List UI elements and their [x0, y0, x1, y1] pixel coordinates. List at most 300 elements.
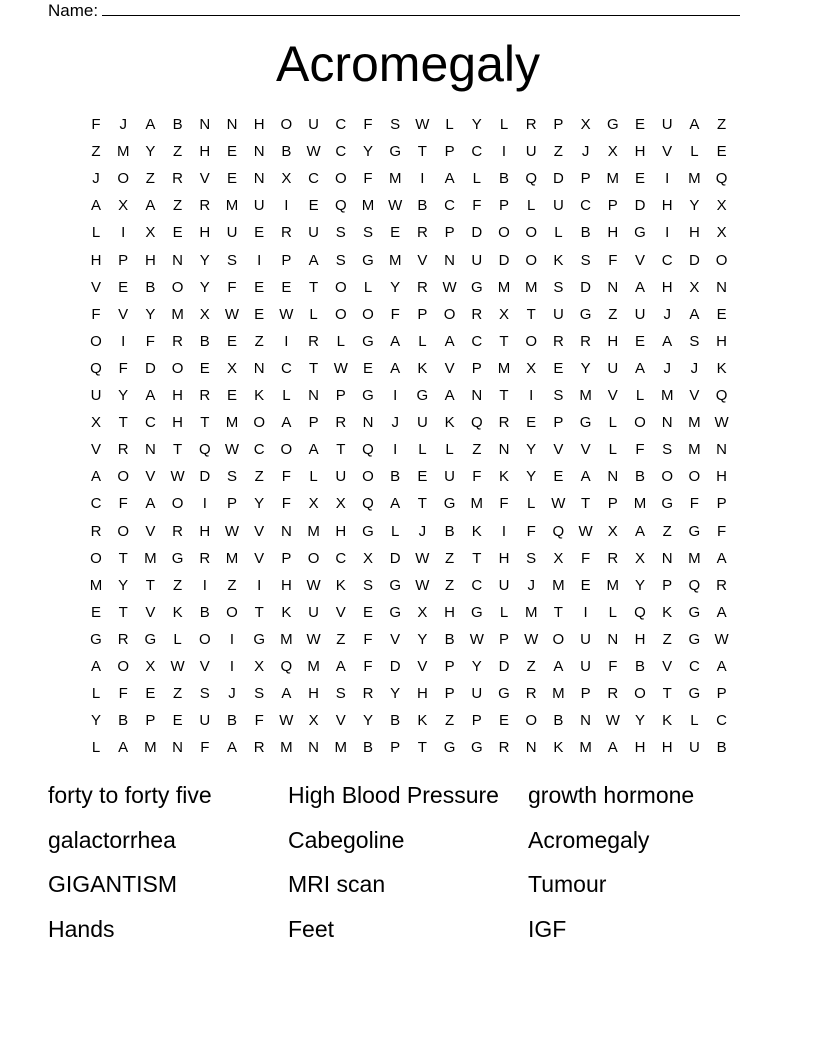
grid-letter: W — [469, 630, 484, 648]
grid-letter: R — [117, 441, 129, 459]
word-bank-item: Acromegaly — [528, 827, 650, 853]
grid-letter: K — [662, 712, 673, 730]
grid-letter: X — [607, 522, 618, 540]
grid-letter: M — [144, 739, 157, 757]
grid-letter: T — [662, 685, 672, 703]
grid-letter: S — [553, 278, 564, 296]
grid-letter: L — [608, 414, 617, 432]
grid-letter: F — [363, 116, 373, 133]
grid-letter: H — [199, 143, 211, 161]
grid-letter: O — [117, 522, 130, 540]
grid-letter: N — [199, 116, 211, 133]
grid-letter: Q — [470, 414, 483, 432]
grid-letter: X — [281, 170, 292, 188]
grid-letter: W — [306, 576, 321, 594]
grid-letter: H — [308, 685, 320, 703]
grid-letter: P — [390, 739, 401, 757]
grid-letter: W — [415, 549, 430, 567]
grid-letter: G — [443, 495, 456, 513]
grid-letter: M — [334, 739, 348, 757]
grid-letter: Q — [715, 170, 728, 188]
grid-letter: E — [226, 143, 237, 161]
grid-letter: K — [716, 359, 727, 377]
grid-letter: A — [716, 549, 727, 567]
grid-letter: X — [716, 224, 727, 242]
grid-letter: R — [362, 685, 374, 703]
grid-letter: A — [281, 685, 292, 703]
grid-letter: E — [118, 278, 129, 296]
grid-letter: P — [607, 495, 618, 513]
grid-letter: S — [335, 224, 346, 242]
grid-letter: E — [362, 359, 373, 377]
grid-letter: N — [253, 143, 265, 161]
grid-letter: F — [91, 305, 101, 323]
grid-letter: S — [362, 576, 373, 594]
grid-letter: Z — [145, 170, 155, 188]
grid-letter: R — [498, 414, 510, 432]
grid-letter: N — [661, 414, 673, 432]
grid-letter: W — [306, 143, 321, 161]
grid-letter: H — [416, 685, 428, 703]
grid-letter: N — [172, 251, 184, 269]
grid-letter: T — [336, 441, 346, 459]
grid-letter: Y — [199, 251, 210, 269]
grid-letter: E — [90, 603, 101, 621]
grid-letter: T — [118, 603, 128, 621]
grid-letter: A — [90, 197, 101, 215]
grid-letter: E — [634, 170, 645, 188]
grid-letter: O — [443, 305, 456, 323]
grid-letter: T — [499, 332, 509, 350]
grid-letter: E — [254, 305, 265, 323]
grid-letter: G — [688, 603, 701, 621]
grid-letter: Y — [145, 143, 156, 161]
grid-letter: U — [308, 224, 320, 242]
grid-letter: Z — [662, 522, 672, 540]
grid-letter: G — [470, 603, 483, 621]
grid-letter: L — [608, 603, 617, 621]
grid-letter: A — [335, 658, 346, 675]
grid-letter: P — [444, 658, 455, 675]
grid-letter: Q — [90, 359, 102, 377]
grid-letter: H — [634, 630, 646, 648]
grid-letter: R — [607, 685, 619, 703]
grid-letter: I — [501, 522, 507, 540]
grid-letter: O — [198, 630, 211, 648]
grid-letter: R — [172, 332, 184, 350]
grid-letter: L — [472, 170, 481, 188]
grid-letter: Y — [90, 712, 101, 730]
grid-letter: I — [229, 630, 235, 648]
grid-letter: T — [118, 414, 128, 432]
grid-letter: T — [145, 576, 155, 594]
grid-letter: I — [121, 224, 126, 242]
grid-letter: H — [444, 603, 456, 621]
grid-letter: O — [634, 414, 646, 432]
grid-letter: J — [690, 359, 699, 377]
grid-letter: Z — [445, 712, 455, 730]
grid-letter: F — [363, 630, 373, 648]
grid-letter: F — [608, 251, 618, 269]
grid-letter: R — [552, 332, 564, 350]
grid-letter: E — [417, 468, 428, 486]
grid-letter: U — [552, 197, 564, 215]
grid-letter: S — [335, 685, 346, 703]
grid-letter: R — [416, 224, 428, 242]
grid-letter: D — [389, 549, 401, 567]
grid-letter: E — [308, 197, 319, 215]
grid-letter: L — [499, 603, 509, 621]
grid-letter: C — [444, 197, 456, 215]
grid-letter: R — [416, 278, 428, 296]
grid-letter: Y — [199, 278, 210, 296]
grid-letter: U — [471, 685, 483, 703]
grid-letter: G — [579, 414, 592, 432]
grid-letter: F — [118, 359, 128, 377]
grid-letter: J — [663, 359, 671, 377]
grid-letter: W — [714, 630, 729, 648]
grid-letter: M — [280, 630, 293, 648]
grid-letter: G — [688, 630, 701, 648]
grid-letter: L — [554, 224, 563, 242]
grid-letter: T — [472, 549, 482, 567]
grid-letter: H — [498, 549, 510, 567]
grid-letter: A — [226, 739, 237, 757]
grid-letter: M — [225, 197, 239, 215]
grid-letter: H — [661, 278, 673, 296]
grid-letter: P — [308, 414, 319, 432]
grid-letter: D — [498, 658, 510, 675]
grid-letter: F — [717, 522, 727, 540]
grid-letter: P — [145, 712, 156, 730]
grid-letter: B — [118, 712, 129, 730]
grid-letter: J — [663, 305, 671, 323]
grid-letter: F — [499, 495, 509, 513]
grid-letter: J — [581, 143, 590, 161]
grid-letter: E — [281, 278, 292, 296]
grid-letter: Y — [118, 576, 129, 594]
grid-letter: M — [579, 739, 592, 757]
grid-letter: W — [524, 630, 539, 648]
grid-letter: C — [144, 414, 156, 432]
grid-letter: V — [199, 658, 210, 675]
grid-letter: X — [90, 414, 101, 432]
grid-letter: R — [335, 414, 347, 432]
grid-letter: H — [716, 468, 728, 486]
grid-letter: F — [254, 712, 264, 730]
grid-letter: F — [200, 739, 210, 757]
grid-letter: F — [363, 170, 373, 188]
grid-letter: S — [689, 332, 700, 350]
grid-letter: H — [335, 522, 347, 540]
grid-letter: H — [716, 332, 728, 350]
grid-letter: R — [308, 332, 320, 350]
grid-letter: U — [552, 305, 564, 323]
grid-letter: O — [362, 305, 374, 323]
grid-letter: B — [172, 116, 183, 133]
grid-letter: P — [580, 685, 591, 703]
grid-letter: G — [606, 116, 619, 133]
grid-letter: G — [362, 522, 374, 540]
grid-letter: W — [415, 576, 430, 594]
grid-letter: V — [254, 549, 265, 567]
grid-letter: I — [529, 387, 534, 404]
grid-letter: B — [634, 658, 645, 675]
grid-letter: R — [607, 549, 619, 567]
grid-letter: M — [225, 414, 239, 432]
grid-letter: B — [553, 712, 564, 730]
grid-letter: N — [308, 739, 320, 757]
grid-letter: U — [308, 603, 320, 621]
grid-letter: O — [226, 603, 238, 621]
grid-letter: I — [501, 143, 507, 161]
grid-letter: M — [688, 441, 701, 459]
grid-letter: V — [689, 387, 700, 404]
grid-letter: A — [444, 332, 455, 350]
grid-letter: X — [335, 495, 346, 513]
grid-letter: W — [551, 495, 566, 513]
grid-letter: X — [417, 603, 428, 621]
grid-letter: T — [417, 495, 427, 513]
grid-letter: V — [145, 468, 156, 486]
grid-letter: R — [172, 522, 184, 540]
grid-letter: R — [90, 522, 102, 540]
grid-letter: U — [253, 197, 265, 215]
grid-letter: E — [226, 387, 237, 404]
grid-letter: O — [171, 278, 184, 296]
grid-letter: G — [362, 251, 374, 269]
grid-letter: L — [173, 630, 182, 648]
grid-letter: G — [389, 603, 402, 621]
grid-letter: U — [226, 224, 238, 242]
grid-letter: Y — [390, 685, 401, 703]
word-bank-item: Tumour — [528, 871, 607, 897]
grid-letter: I — [202, 576, 207, 594]
grid-letter: V — [254, 522, 265, 540]
grid-letter: I — [665, 224, 670, 242]
grid-letter: I — [583, 603, 588, 621]
word-bank-item: Feet — [288, 916, 335, 942]
grid-letter: R — [716, 576, 728, 594]
grid-letter: M — [579, 387, 592, 404]
grid-letter: C — [308, 170, 320, 188]
grid-letter: Z — [445, 549, 455, 567]
grid-letter: W — [279, 712, 294, 730]
word-bank-item: Hands — [48, 916, 115, 942]
grid-letter: F — [608, 658, 618, 675]
grid-letter: Z — [227, 576, 237, 594]
grid-letter: B — [444, 522, 455, 540]
grid-letter: P — [471, 359, 482, 377]
grid-letter: G — [389, 576, 402, 594]
grid-letter: A — [553, 658, 564, 675]
grid-letter: X — [308, 712, 319, 730]
grid-letter: Z — [173, 197, 183, 215]
grid-letter: V — [335, 712, 346, 730]
grid-letter: S — [362, 224, 373, 242]
grid-letter: D — [498, 251, 510, 269]
word-bank-item: MRI scan — [288, 871, 386, 897]
grid-letter: G — [688, 685, 701, 703]
grid-letter: H — [688, 224, 700, 242]
grid-letter: A — [390, 359, 401, 377]
name-label: Name: — [48, 1, 99, 20]
grid-letter: Z — [173, 576, 183, 594]
grid-letter: C — [688, 658, 700, 675]
grid-letter: K — [498, 468, 509, 486]
grid-letter: U — [416, 414, 428, 432]
grid-letter: U — [199, 712, 211, 730]
grid-letter: N — [471, 387, 483, 404]
grid-letter: A — [118, 739, 129, 757]
grid-letter: W — [442, 278, 457, 296]
grid-letter: U — [444, 468, 456, 486]
grid-letter: E — [199, 359, 210, 377]
grid-letter: W — [415, 116, 430, 133]
grid-letter: P — [281, 251, 292, 269]
grid-letter: N — [280, 522, 292, 540]
grid-letter: K — [417, 359, 428, 377]
grid-letter: V — [580, 441, 591, 459]
grid-letter: M — [225, 549, 239, 567]
grid-letter: H — [607, 224, 619, 242]
grid-letter: X — [689, 278, 700, 296]
grid-letter: J — [391, 414, 399, 432]
grid-letter: V — [662, 658, 673, 675]
grid-letter: M — [497, 359, 511, 377]
grid-letter: N — [253, 359, 265, 377]
grid-letter: B — [390, 468, 401, 486]
grid-letter: R — [199, 549, 211, 567]
grid-letter: B — [362, 739, 373, 757]
grid-letter: P — [444, 224, 455, 242]
grid-letter: M — [144, 549, 157, 567]
grid-letter: I — [393, 387, 398, 404]
grid-letter: F — [363, 658, 373, 675]
grid-letter: F — [526, 522, 536, 540]
grid-letter: N — [607, 468, 619, 486]
grid-letter: L — [635, 387, 645, 404]
word-bank-item: forty to forty five — [48, 782, 212, 808]
grid-letter: Z — [254, 332, 264, 350]
grid-letter: K — [417, 712, 428, 730]
grid-letter: A — [689, 305, 700, 323]
grid-letter: F — [281, 495, 291, 513]
grid-letter: G — [688, 522, 701, 540]
grid-letter: F — [118, 685, 128, 703]
grid-letter: N — [607, 630, 619, 648]
grid-letter: B — [390, 712, 401, 730]
grid-letter: M — [524, 603, 538, 621]
grid-letter: P — [580, 170, 591, 188]
grid-letter: E — [172, 224, 183, 242]
grid-letter: W — [224, 522, 240, 540]
grid-letter: H — [634, 143, 646, 161]
grid-letter: B — [199, 603, 210, 621]
grid-letter: X — [254, 658, 265, 675]
grid-letter: O — [253, 414, 266, 432]
grid-letter: F — [227, 278, 237, 296]
word-bank-item: Cabegoline — [288, 827, 405, 853]
grid-letter: B — [226, 712, 237, 730]
grid-letter: T — [581, 495, 591, 513]
grid-letter: L — [445, 116, 454, 133]
grid-letter: A — [390, 332, 401, 350]
grid-letter: C — [580, 197, 592, 215]
grid-letter: C — [335, 143, 347, 161]
page-title: Acromegaly — [276, 36, 540, 92]
grid-letter: W — [224, 305, 240, 323]
grid-letter: O — [362, 468, 374, 486]
grid-letter: E — [226, 170, 237, 188]
grid-letter: Q — [552, 522, 565, 540]
grid-letter: W — [578, 522, 593, 540]
grid-letter: Z — [608, 305, 618, 323]
grid-letter: X — [607, 143, 618, 161]
grid-letter: M — [361, 197, 375, 215]
grid-letter: B — [498, 170, 509, 188]
grid-letter: N — [226, 116, 238, 133]
grid-letter: D — [688, 251, 700, 269]
grid-letter: Y — [526, 468, 537, 486]
word-bank-item: galactorrhea — [48, 827, 176, 853]
grid-letter: A — [145, 197, 156, 215]
grid-letter: F — [472, 197, 482, 215]
grid-letter: A — [145, 116, 156, 133]
grid-letter: W — [714, 414, 729, 432]
grid-letter: J — [418, 522, 427, 540]
grid-letter: N — [498, 441, 510, 459]
grid-letter: R — [199, 197, 211, 215]
grid-letter: Z — [526, 658, 536, 675]
grid-letter: P — [226, 495, 237, 513]
grid-letter: E — [254, 278, 265, 296]
grid-letter: G — [416, 387, 429, 404]
grid-letter: O — [525, 712, 538, 730]
grid-letter: O — [688, 468, 701, 486]
grid-letter: X — [145, 658, 156, 675]
grid-letter: E — [145, 685, 156, 703]
grid-letter: U — [607, 359, 619, 377]
grid-letter: W — [306, 630, 321, 648]
grid-letter: H — [280, 576, 292, 594]
grid-letter: L — [309, 468, 318, 486]
grid-letter: U — [308, 116, 320, 133]
grid-letter: P — [444, 143, 455, 161]
grid-letter: X — [526, 359, 537, 377]
grid-letter: M — [688, 170, 701, 188]
word-bank-item: IGF — [528, 916, 567, 942]
grid-letter: G — [470, 278, 483, 296]
grid-letter: P — [335, 387, 346, 404]
grid-letter: Z — [717, 116, 727, 133]
grid-letter: M — [688, 414, 701, 432]
grid-letter: K — [471, 522, 482, 540]
grid-letter: E — [716, 143, 727, 161]
grid-letter: Y — [526, 441, 537, 459]
grid-letter: X — [553, 549, 564, 567]
grid-letter: B — [145, 278, 156, 296]
grid-letter: E — [716, 305, 727, 323]
grid-letter: V — [662, 143, 673, 161]
grid-letter: H — [661, 739, 673, 757]
grid-letter: O — [171, 359, 184, 377]
grid-letter: E — [553, 359, 564, 377]
grid-letter: G — [362, 387, 374, 404]
grid-letter: A — [716, 658, 727, 675]
grid-letter: A — [444, 170, 455, 188]
grid-letter: I — [665, 170, 670, 188]
